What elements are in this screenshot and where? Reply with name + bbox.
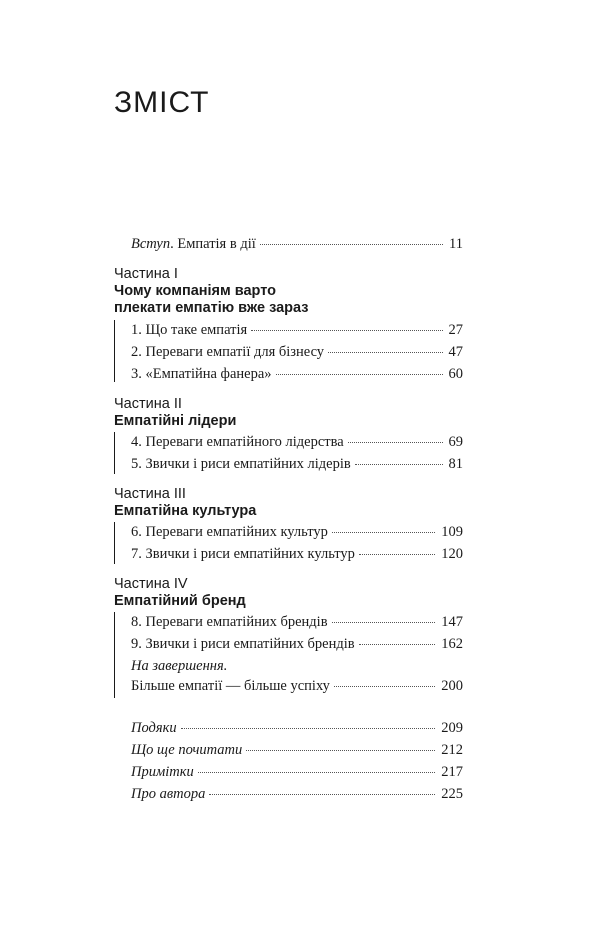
dot-leader xyxy=(332,622,436,623)
dot-leader xyxy=(359,644,436,645)
page-number: 47 xyxy=(448,344,463,360)
page-number: 81 xyxy=(448,456,463,472)
page-number: 212 xyxy=(441,742,463,758)
part-4-bracket xyxy=(114,612,115,698)
part-4-title-line1: Емпатійний бренд xyxy=(114,593,246,609)
page-number: 217 xyxy=(441,764,463,780)
toc-entry-chapter-8[interactable] xyxy=(131,614,463,631)
dot-leader xyxy=(198,772,435,773)
chapter-label: 6. Переваги емпатійних культур xyxy=(131,524,328,540)
dot-leader xyxy=(209,794,435,795)
dot-leader xyxy=(328,352,442,353)
part-4-label: Частина IV xyxy=(114,576,188,592)
dot-leader xyxy=(348,442,443,443)
chapter-label: 9. Звички і риси емпатійних брендів xyxy=(131,636,355,652)
dot-leader xyxy=(276,374,443,375)
part-2-bracket xyxy=(114,432,115,474)
page-number: 120 xyxy=(441,546,463,562)
page-title: ЗМІСТ xyxy=(114,86,210,119)
intro-text: . Емпатія в дії xyxy=(170,236,256,252)
page-number: 147 xyxy=(441,614,463,630)
chapter-label: 8. Переваги емпатійних брендів xyxy=(131,614,328,630)
chapter-label: 3. «Емпатійна фанера» xyxy=(131,366,272,382)
part-1-bracket xyxy=(114,320,115,382)
toc-entry-conclusion[interactable] xyxy=(131,678,463,695)
toc-entry-about-author[interactable] xyxy=(131,786,463,803)
part-2-label: Частина II xyxy=(114,396,182,412)
page-number: 162 xyxy=(441,636,463,652)
dot-leader xyxy=(334,686,435,687)
toc-entry-notes[interactable] xyxy=(131,764,463,781)
conclusion-line1: На завершення. xyxy=(131,658,228,674)
page-number: 200 xyxy=(441,678,463,694)
toc-entry-chapter-5[interactable] xyxy=(131,456,463,473)
page-number: 60 xyxy=(448,366,463,382)
part-1-label: Частина I xyxy=(114,266,178,282)
dot-leader xyxy=(181,728,436,729)
part-1-title-line1: Чому компаніям варто xyxy=(114,283,276,299)
dot-leader xyxy=(332,532,435,533)
dot-leader xyxy=(246,750,435,751)
chapter-label: 7. Звички і риси емпатійних культур xyxy=(131,546,355,562)
toc-entry-chapter-4[interactable] xyxy=(131,434,463,451)
toc-entry-intro[interactable] xyxy=(131,236,463,253)
part-3-title-line1: Емпатійна культура xyxy=(114,503,257,519)
page-number: 11 xyxy=(449,236,463,252)
page-number: 27 xyxy=(448,322,463,338)
page-number: 69 xyxy=(448,434,463,450)
part-3-label: Частина III xyxy=(114,486,186,502)
toc-entry-chapter-1[interactable] xyxy=(131,322,463,339)
toc-entry-chapter-6[interactable] xyxy=(131,524,463,541)
conclusion-line2: Більше емпатії — більше успіху xyxy=(131,678,330,694)
toc-entry-acknowledgements[interactable] xyxy=(131,720,463,737)
chapter-label: 5. Звички і риси емпатійних лідерів xyxy=(131,456,351,472)
back-matter-label: Примітки xyxy=(131,764,194,780)
dot-leader xyxy=(355,464,443,465)
part-1-title-line2: плекати емпатію вже зараз xyxy=(114,300,309,316)
chapter-label: 2. Переваги емпатії для бізнесу xyxy=(131,344,325,360)
chapter-label: 1. Що таке емпатія xyxy=(131,322,248,338)
page-number: 209 xyxy=(441,720,463,736)
back-matter-label: Про автора xyxy=(131,786,206,802)
intro-prefix: Вступ xyxy=(131,236,171,252)
page-number: 225 xyxy=(441,786,463,802)
toc-entry-further-reading[interactable] xyxy=(131,742,463,759)
dot-leader xyxy=(260,244,443,245)
part-3-bracket xyxy=(114,522,115,564)
dot-leader xyxy=(251,330,442,331)
chapter-label: 4. Переваги емпатійного лідерства xyxy=(131,434,344,450)
back-matter-label: Що ще почитати xyxy=(131,742,243,758)
page-number: 109 xyxy=(441,524,463,540)
toc-entry-chapter-3[interactable] xyxy=(131,366,463,383)
toc-entry-chapter-9[interactable] xyxy=(131,636,463,653)
part-2-title-line1: Емпатійні лідери xyxy=(114,413,237,429)
toc-entry-chapter-2[interactable] xyxy=(131,344,463,361)
dot-leader xyxy=(359,554,435,555)
back-matter-label: Подяки xyxy=(131,720,177,736)
toc-entry-chapter-7[interactable] xyxy=(131,546,463,563)
